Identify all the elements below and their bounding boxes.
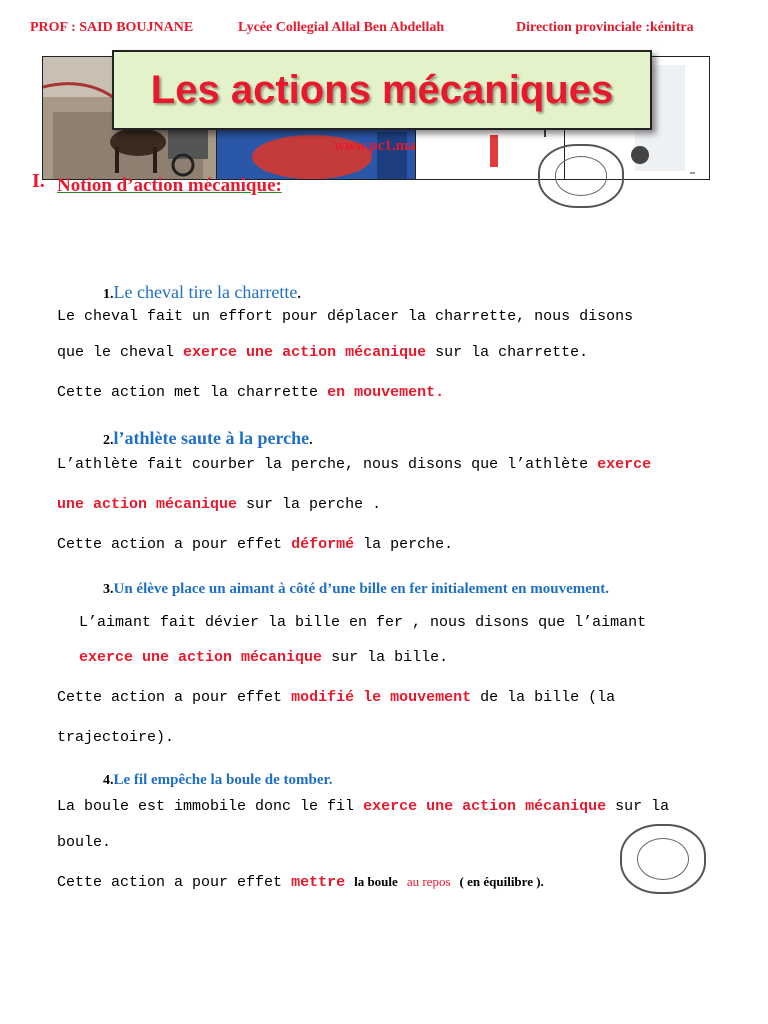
- example-4-heading: 4.Le fil empêche la boule de tomber.: [103, 772, 333, 788]
- seal-stamp-icon: [538, 144, 624, 208]
- example-1-heading: 1.Le cheval tire la charrette.: [103, 282, 301, 302]
- example-1-line-3: Cette action met la charrette en mouvement.: [57, 384, 445, 401]
- example-2-line-2: une action mécanique sur la perche .: [57, 496, 382, 513]
- example-2-heading: 2.l’athlète saute à la perche.: [103, 428, 313, 448]
- website-link[interactable]: www.pc1.ma: [334, 138, 416, 154]
- example-4-line-3: Cette action a pour effet mettre la boule au repos ( en équilibre ).: [57, 874, 544, 891]
- page-title: Les actions mécaniques: [150, 67, 614, 112]
- example-3-line-4: trajectoire).: [57, 729, 175, 746]
- header-prof: PROF : SAID BOUJNANE: [30, 20, 194, 35]
- example-1-line-2: que le cheval exerce une action mécanique sur la charrette.: [57, 344, 589, 361]
- example-4-line-2: boule.: [57, 834, 112, 851]
- section-title: Notion d’action mécanique:: [57, 175, 282, 196]
- example-1-line-1: Le cheval fait un effort pour déplacer la charrette, nous disons: [57, 308, 634, 325]
- example-3-line-1: L’aimant fait dévier la bille en fer , nous disons que l’aimant: [79, 614, 647, 631]
- title-banner: [112, 50, 652, 130]
- header-direction: Direction provinciale :kénitra: [516, 20, 694, 35]
- seal-stamp-icon: [620, 824, 706, 894]
- example-3-heading: 3.Un élève place un aimant à côté d’une bille en fer initialement en mouvement.: [103, 581, 609, 597]
- example-2-line-3: Cette action a pour effet déformé la perche.: [57, 536, 454, 553]
- example-3-line-3: Cette action a pour effet modifié le mouvement de la bille (la: [57, 689, 616, 706]
- example-4-line-1: La boule est immobile donc le fil exerce une action mécanique sur la: [57, 798, 670, 815]
- example-2-line-1: L’athlète fait courber la perche, nous disons que l’athlète exerce: [57, 456, 652, 473]
- header-lycee: Lycée Collegial Allal Ben Abdellah: [238, 20, 445, 35]
- example-3-line-2: exerce une action mécanique sur la bille.: [79, 649, 449, 666]
- section-numeral: I.: [32, 170, 45, 192]
